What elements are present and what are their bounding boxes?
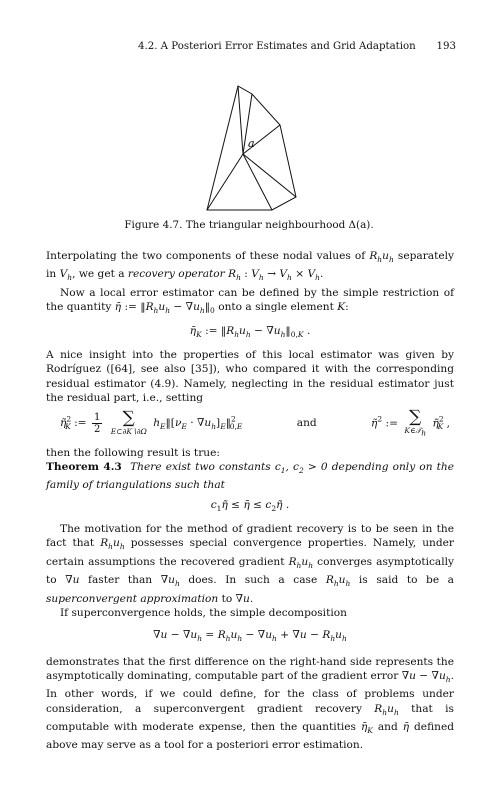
edge-bottom-left <box>207 154 243 210</box>
recovery-operator-term: recovery operator <box>127 268 225 281</box>
body-text <box>46 249 454 753</box>
superconvergent-term: superconvergent approximation <box>46 592 219 605</box>
figure-point-label: a <box>248 137 255 150</box>
paragraph-3: A nice insight into the properties of this local estimator was given by Rodríguez ([64], see also [35]), who compared it with the corresponding residual estimator (4.9). Namely, neglecting in the residual estimator just the residual part, i.e., setting <box>46 348 454 404</box>
paragraph-6: If superconvergence holds, the simple decomposition <box>60 606 347 619</box>
equation-local-estimator: $\etā_K$ := $‖R_hu_h$ − $\nabla u_h‖_{0,K}$ . <box>189 324 311 339</box>
paragraph-1: Interpolating the two components of these nodal values of $R_hu_h$ separately in $V_h$, we get a recovery operator $R_h$ : $V_h \to V_h \times V_h$. <box>46 250 454 283</box>
theorem-label: Theorem 4.3 <box>46 460 122 473</box>
eq-and-word: and <box>296 417 317 430</box>
edge-bottom <box>243 154 272 210</box>
theorem-4-3: Theorem 4.3 There exist two constants $c_1$, $c_2 > 0$ depending only on the family of triangulations such that <box>46 460 454 492</box>
equation-decomposition: $\nabla u - \nabla u_h = R_hu_h - \nabla u_h + \nabla u - R_hu_h$ <box>153 629 347 644</box>
figure-caption: Figure 4.7. The triangular neighbourhood Δ(a). <box>124 219 374 231</box>
running-header <box>40 41 458 55</box>
edge-top <box>238 86 243 154</box>
equation-residual-estimator: η̃$^2_K$ := $\frac{1}{2}$ ∑ E⊂∂K∖∂Ω $h_E‖[\nu_E$ · $\nabla u_h]_E‖^2_{0,E}$ and η̃$^2$ := ∑ K∈𝒯$_h$ η̃$^2_K$ , <box>60 407 450 438</box>
paragraph-2: Now a local error estimator can be defined by the simple restriction of the quantity η̄ := $‖R_hu_h$ − $\nabla u_h‖_0$ onto a single element K: <box>46 286 454 316</box>
header-section-title: 4.2. A Posteriori Error Estimates and Grid Adaptation <box>138 41 416 52</box>
paragraph-5: The motivation for the method of gradient recovery is to be seen in the fact that $R_hu_h$ possesses special convergence properties. Namely, under certain assumptions the recovered gradient $R_hu_h$ converges asymptotically to ∇u faster than $\nabla u_h$ does. In such a case $R_hu_h$ is said to be a superconvergent approximation to ∇u. <box>46 523 454 605</box>
paragraph-4: then the following result is true: <box>46 446 220 459</box>
equation-equivalence: $c_1\etã$ ≤ η̄ ≤ $c_2\etã$ . <box>210 498 290 513</box>
triangular-neighbourhood-figure <box>150 74 340 214</box>
paragraph-7: demonstrates that the first difference on the right-hand side represents the asymptotically dominating, computable part of the gradient error $\nabla u - \nabla u_h$. In other words, if we could define, for the class of problems under consideration, a superconvergent gradient recovery $R_hu_h$ that is computable with moderate expense, then the quantities $\etā_K$ and η̄ defined above may serve as a tool for a posteriori error estimation. <box>46 655 455 752</box>
header-page-number: 193 <box>436 41 456 52</box>
